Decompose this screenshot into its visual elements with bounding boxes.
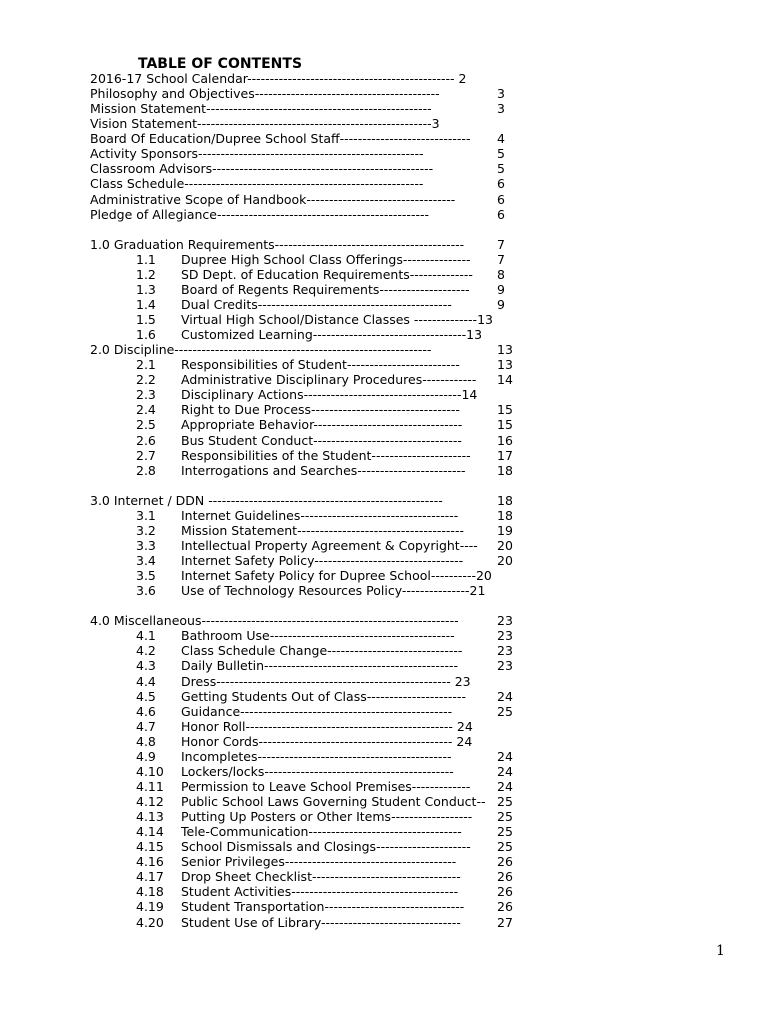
- subentry-text: Disciplinary Actions-----------------------------------14: [181, 387, 478, 403]
- subentry-number: 4.7: [136, 718, 156, 734]
- subentry-page: 9: [497, 281, 505, 297]
- subentry-page: 15: [497, 417, 513, 433]
- subentry-text: Responsibilities of the Student----------------------: [181, 447, 471, 463]
- subentry-number: 4.12: [136, 794, 164, 809]
- subentry-text: Public School Laws Governing Student Conduct--: [181, 794, 486, 809]
- section-heading-page: 23: [497, 613, 513, 629]
- entry-text: Classroom Advisors-------------------------------------------------: [90, 161, 434, 177]
- subentry-text: Student Activities-------------------------------------: [181, 884, 459, 900]
- subentry-page: 25: [497, 794, 513, 809]
- subentry-text: Use of Technology Resources Policy---------------21: [181, 583, 486, 599]
- entry-text: Mission Statement--------------------------------------------------: [90, 101, 432, 117]
- subentry-text: Drop Sheet Checklist---------------------------------: [181, 869, 461, 885]
- subentry-text: Interrogations and Searches------------------------: [181, 462, 466, 478]
- subentry-text: Right to Due Process---------------------------------: [181, 402, 460, 418]
- subentry-text: Bus Student Conduct---------------------------------: [181, 432, 462, 448]
- entry-page: 4: [497, 131, 505, 147]
- subentry-page: 26: [497, 854, 513, 870]
- entry-page: 3: [497, 101, 505, 117]
- subentry-page: 17: [497, 447, 513, 463]
- section-heading-page: 18: [497, 492, 513, 508]
- subentry-page: 13: [497, 357, 513, 373]
- subentry-text: Tele-Communication----------------------------------: [181, 824, 462, 840]
- subentry-page: 18: [497, 507, 513, 523]
- subentry-page: 25: [497, 839, 513, 855]
- subentry-text: Getting Students Out of Class----------------------: [181, 688, 466, 704]
- subentry-number: 2.6: [136, 432, 156, 448]
- subentry-text: Dual Credits-------------------------------------------: [181, 296, 452, 312]
- subentry-text: Senior Privileges--------------------------------------: [181, 854, 457, 870]
- subentry-number: 3.1: [136, 507, 156, 523]
- subentry-number: 2.3: [136, 387, 156, 403]
- entry-text: Vision Statement----------------------------------------------------3: [90, 116, 440, 132]
- entry-page: 5: [497, 161, 505, 177]
- section-heading-page: 13: [497, 342, 513, 358]
- section-heading-text: 2.0 Discipline---------------------------------------------------------: [90, 342, 432, 358]
- entry-text: Board Of Education/Dupree School Staff-----------------------------: [90, 131, 471, 147]
- subentry-page: 26: [497, 884, 513, 900]
- subentry-text: Internet Guidelines-----------------------------------: [181, 507, 459, 523]
- subentry-page: 23: [497, 658, 513, 674]
- subentry-page: 27: [497, 914, 513, 930]
- subentry-number: 2.5: [136, 417, 156, 433]
- subentry-page: 24: [497, 778, 513, 794]
- subentry-text: Incompletes-------------------------------------------: [181, 748, 452, 764]
- subentry-page: 25: [497, 809, 513, 825]
- subentry-page: 23: [497, 643, 513, 659]
- subentry-number: 3.3: [136, 537, 156, 553]
- subentry-page: 23: [497, 628, 513, 644]
- subentry-number: 4.4: [136, 673, 156, 689]
- subentry-number: 4.1: [136, 628, 156, 644]
- subentry-page: 24: [497, 763, 513, 779]
- subentry-text: Customized Learning----------------------------------13: [181, 327, 483, 343]
- subentry-text: Guidance-----------------------------------------------: [181, 703, 453, 719]
- subentry-number: 4.16: [136, 854, 164, 870]
- subentry-page: 7: [497, 251, 505, 267]
- subentry-number: 1.3: [136, 281, 156, 297]
- subentry-number: 4.20: [136, 914, 164, 930]
- subentry-page: 14: [497, 372, 513, 388]
- subentry-number: 4.6: [136, 703, 156, 719]
- section-heading-text: 1.0 Graduation Requirements------------------------------------------: [90, 236, 465, 252]
- subentry-number: 4.17: [136, 869, 164, 885]
- subentry-number: 2.1: [136, 357, 156, 373]
- subentry-text: Board of Regents Requirements--------------------: [181, 281, 470, 297]
- subentry-text: Lockers/locks------------------------------------------: [181, 763, 454, 779]
- subentry-text: Virtual High School/Distance Classes --------------13: [181, 312, 493, 327]
- subentry-number: 1.4: [136, 296, 156, 312]
- section-heading-text: 3.0 Internet / DDN ----------------------------------------------------: [90, 492, 443, 508]
- subentry-text: Honor Cords------------------------------------------- 24: [181, 733, 473, 749]
- subentry-text: Responsibilities of Student-------------------------: [181, 357, 460, 373]
- subentry-number: 1.2: [136, 266, 156, 282]
- subentry-number: 4.19: [136, 899, 164, 915]
- subentry-text: Appropriate Behavior---------------------------------: [181, 417, 463, 433]
- subentry-page: 8: [497, 266, 505, 282]
- entry-page: 6: [497, 176, 505, 192]
- subentry-number: 2.7: [136, 447, 156, 463]
- subentry-number: 3.5: [136, 568, 156, 584]
- entry-page: 3: [497, 86, 505, 102]
- subentry-number: 3.2: [136, 522, 156, 538]
- entry-text: Philosophy and Objectives-----------------------------------------: [90, 86, 440, 102]
- subentry-text: SD Dept. of Education Requirements--------------: [181, 266, 473, 282]
- subentry-text: Class Schedule Change------------------------------: [181, 643, 463, 659]
- subentry-number: 4.13: [136, 809, 164, 825]
- subentry-page: 25: [497, 824, 513, 840]
- entry-text: 2016-17 School Calendar---------------------------------------------- 2: [90, 71, 467, 86]
- subentry-text: School Dismissals and Closings---------------------: [181, 839, 471, 855]
- subentry-text: Student Transportation-------------------------------: [181, 899, 465, 915]
- subentry-page: 26: [497, 869, 513, 885]
- subentry-text: Honor Roll---------------------------------------------- 24: [181, 718, 473, 734]
- subentry-number: 2.2: [136, 372, 156, 388]
- subentry-number: 2.4: [136, 402, 156, 418]
- subentry-number: 1.1: [136, 251, 156, 267]
- subentry-number: 4.11: [136, 778, 164, 794]
- subentry-text: Student Use of Library-------------------------------: [181, 914, 461, 930]
- subentry-text: Mission Statement-------------------------------------: [181, 522, 464, 538]
- subentry-text: Intellectual Property Agreement & Copyright----: [181, 537, 478, 553]
- subentry-number: 3.6: [136, 583, 156, 599]
- subentry-number: 4.18: [136, 884, 164, 900]
- subentry-page: 20: [497, 553, 513, 568]
- subentry-page: 16: [497, 432, 513, 448]
- subentry-text: Permission to Leave School Premises-------------: [181, 778, 471, 794]
- subentry-text: Administrative Disciplinary Procedures------------: [181, 372, 477, 388]
- entry-text: Pledge of Allegiance-----------------------------------------------: [90, 206, 429, 222]
- subentry-text: Dress---------------------------------------------------- 23: [181, 673, 471, 689]
- subentry-page: 18: [497, 462, 513, 478]
- subentry-number: 4.9: [136, 748, 156, 764]
- subentry-number: 1.5: [136, 312, 156, 327]
- section-heading-page: 7: [497, 236, 505, 252]
- subentry-number: 3.4: [136, 553, 156, 568]
- subentry-text: Putting Up Posters or Other Items------------------: [181, 809, 473, 825]
- subentry-number: 4.8: [136, 733, 156, 749]
- subentry-page: 9: [497, 296, 505, 312]
- subentry-page: 15: [497, 402, 513, 418]
- subentry-page: 19: [497, 522, 513, 538]
- subentry-text: Internet Safety Policy---------------------------------: [181, 553, 464, 568]
- subentry-number: 4.15: [136, 839, 164, 855]
- subentry-page: 24: [497, 748, 513, 764]
- page-number: 1: [716, 943, 725, 959]
- subentry-text: Dupree High School Class Offerings---------------: [181, 251, 471, 267]
- subentry-page: 25: [497, 703, 513, 719]
- subentry-number: 2.8: [136, 462, 156, 478]
- entry-page: 5: [497, 146, 505, 162]
- subentry-number: 4.2: [136, 643, 156, 659]
- subentry-number: 4.10: [136, 763, 164, 779]
- page-title: TABLE OF CONTENTS: [138, 56, 303, 72]
- section-heading-text: 4.0 Miscellaneous---------------------------------------------------------: [90, 613, 459, 629]
- entry-page: 6: [497, 191, 505, 207]
- subentry-number: 1.6: [136, 327, 156, 343]
- subentry-number: 4.14: [136, 824, 164, 840]
- subentry-text: Bathroom Use-----------------------------------------: [181, 628, 455, 644]
- subentry-page: 20: [497, 537, 513, 553]
- subentry-text: Daily Bulletin-------------------------------------------: [181, 658, 458, 674]
- entry-text: Administrative Scope of Handbook---------------------------------: [90, 191, 456, 207]
- subentry-page: 24: [497, 688, 513, 704]
- entry-text: Class Schedule-----------------------------------------------------: [90, 176, 424, 192]
- entry-page: 6: [497, 206, 505, 222]
- subentry-number: 4.3: [136, 658, 156, 674]
- subentry-page: 26: [497, 899, 513, 915]
- entry-text: Activity Sponsors--------------------------------------------------: [90, 146, 424, 162]
- subentry-number: 4.5: [136, 688, 156, 704]
- subentry-text: Internet Safety Policy for Dupree School----------20: [181, 568, 492, 584]
